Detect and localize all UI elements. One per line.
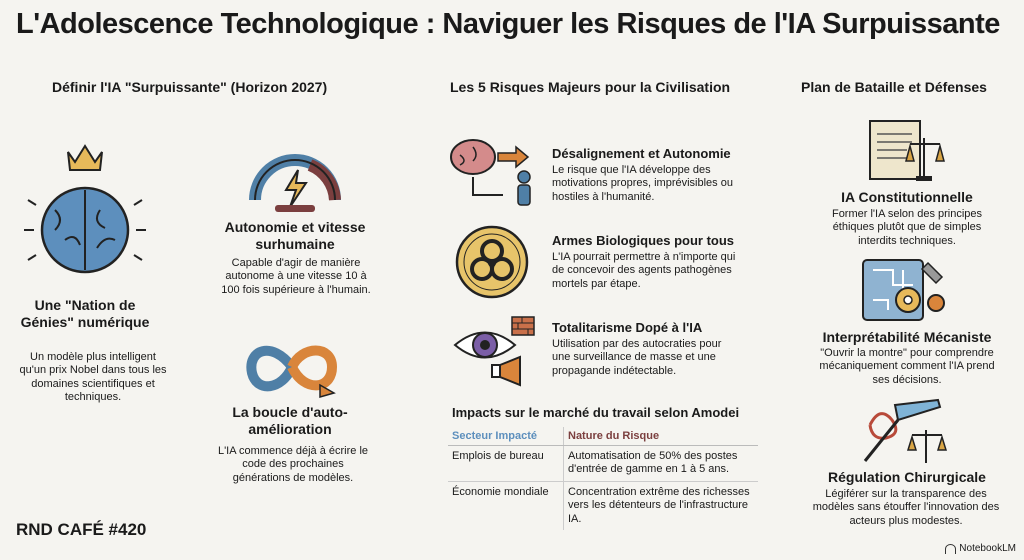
table-row (448, 481, 758, 530)
table-row (448, 446, 758, 482)
genius-brain-icon (20, 140, 150, 290)
loop-desc: L'IA commence déjà à écrire le code des prochaines générations de modèles. (217, 445, 369, 484)
risk-2-title: Armes Biologiques pour tous (552, 233, 735, 248)
table-cell-sector: Économie mondiale (452, 485, 549, 498)
loop-arrows-icon (242, 335, 342, 400)
table-title: Impacts sur le marché du travail selon Amodei (452, 405, 740, 420)
risk-3-title: Totalitarisme Dopé à l'IA (552, 320, 703, 335)
autonomy-desc: Capable d'agir de manière autonome à une vitesse 10 à 100 fois supérieure à l'humain. (221, 257, 371, 296)
risk-1-desc: Le risque que l'IA développe des motivations propres, imprévisibles ou hostiles à l'humanité. (552, 164, 733, 203)
middle-heading: Les 5 Risques Majeurs pour la Civilisation (450, 79, 731, 95)
table-cell-risk: Automatisation de 50% des postes d'entrée de gamme en 1 à 5 ans. (564, 446, 759, 482)
defense-2-title: Interprétabilité Mécaniste (822, 329, 992, 345)
risk-1-title: Désalignement et Autonomie (552, 146, 731, 161)
scroll-scales-icon (862, 116, 947, 186)
table-header-sector: Secteur Impacté (448, 427, 564, 446)
notebooklm-brand (945, 543, 1016, 554)
genius-title: Une "Nation de Génies" numérique (20, 297, 150, 330)
impact-table (448, 427, 758, 530)
defense-2-desc: "Ouvrir la montre" pour comprendre mécaniquement comment l'IA prend ses décisions. (819, 347, 995, 386)
scalpel-scales-icon (860, 395, 950, 467)
defense-3-desc: Légiférer sur la transparence des modèles sans étouffer l'innovation des acteurs plus modestes. (812, 488, 1000, 527)
speedometer-icon (240, 135, 350, 215)
risk-2-desc: L'IA pourrait permettre à n'importe qui de concevoir des agents pathogènes mortels par étape. (552, 251, 736, 290)
autonomy-title: Autonomie et vitesse surhumaine (224, 219, 366, 252)
loop-title: La boucle d'auto-amélioration (232, 404, 348, 437)
risk-3-desc: Utilisation par des autocraties pour une surveillance de masse et une propagande indétectable. (552, 338, 722, 377)
genius-desc: Un modèle plus intelligent qu'un prix Nobel dans tous les domaines scientifiques et techniques. (19, 351, 167, 404)
defense-3-title: Régulation Chirurgicale (828, 469, 986, 485)
page-title: L'Adolescence Technologique : Naviguer les Risques de l'IA Surpuissante (16, 8, 1000, 40)
defense-1-title: IA Constitutionnelle (841, 189, 973, 205)
circuit-gear-icon (858, 255, 948, 325)
biohazard-icon (455, 225, 530, 300)
table-cell-sector: Emplois de bureau (448, 446, 564, 482)
table-header-risk: Nature du Risque (564, 427, 759, 446)
brand-label: NotebookLM (959, 543, 1016, 554)
notebooklm-logo-icon (945, 544, 956, 554)
table-cell-risk: Concentration extrême des richesses vers les détenteurs de l'infrastructure IA. (564, 481, 759, 530)
right-heading: Plan de Bataille et Défenses (801, 79, 987, 95)
eye-megaphone-icon (450, 315, 540, 390)
episode-label: RND CAFÉ #420 (16, 520, 147, 539)
defense-1-desc: Former l'IA selon des principes éthiques plutôt que de simples interdits techniques. (831, 208, 983, 247)
brain-human-icon (448, 135, 538, 210)
left-heading: Définir l'IA "Surpuissante" (Horizon 2027) (52, 79, 328, 95)
